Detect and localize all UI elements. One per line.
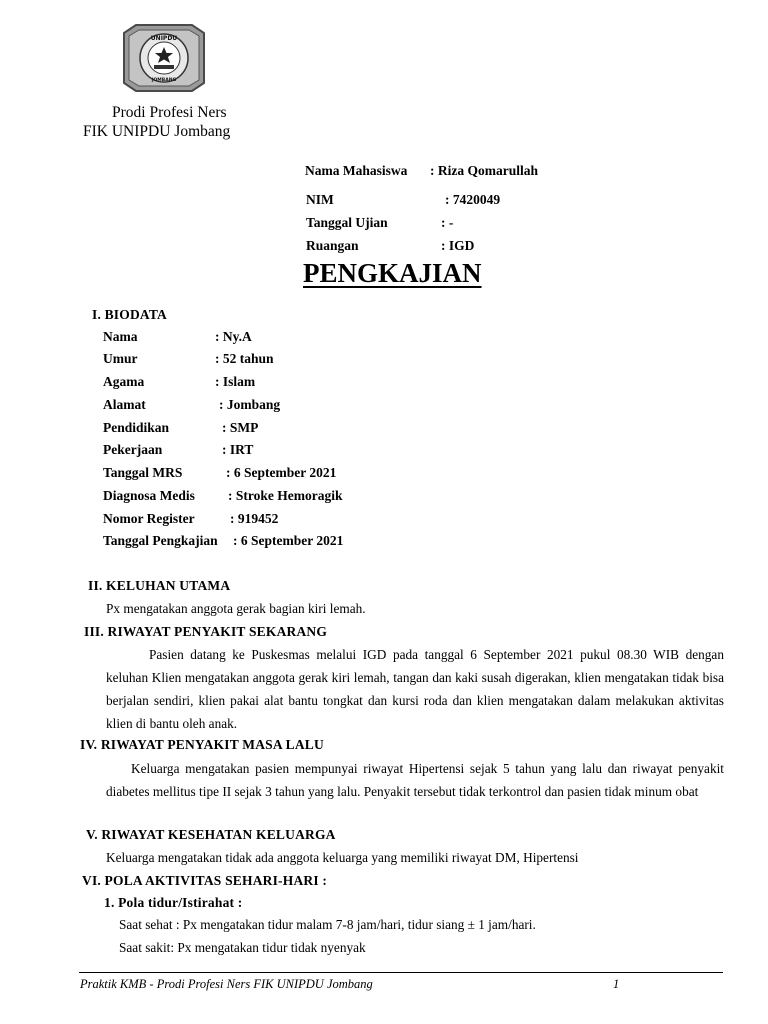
footer-text: Praktik KMB - Prodi Profesi Ners FIK UNIPDU Jombang (80, 977, 373, 991)
section-heading-chief-complaint: II. KELUHAN UTAMA (88, 578, 231, 593)
biodata-value: : Jombang (219, 397, 281, 412)
biodata-label: Pekerjaan (103, 442, 163, 457)
unipdu-logo-icon (118, 21, 210, 95)
section-heading-past-illness: IV. RIWAYAT PENYAKIT MASA LALU (80, 737, 324, 752)
biodata-value: : Ny.A (215, 329, 252, 344)
student-info-label-nim: NIM (306, 192, 334, 207)
section-heading-current-illness: III. RIWAYAT PENYAKIT SEKARANG (84, 624, 328, 639)
biodata-label: Pendidikan (103, 420, 170, 435)
biodata-value: : Islam (215, 374, 256, 389)
biodata-value: : 6 September 2021 (233, 533, 344, 548)
logo-text-top: UNIPDU (150, 35, 178, 42)
biodata-value: : Stroke Hemoragik (228, 488, 343, 503)
institution-line-1: Prodi Profesi Ners (112, 104, 227, 121)
subheading-sleep-pattern: 1. Pola tidur/Istirahat : (104, 895, 243, 910)
sleep-sick-text: Saat sakit: Px mengatakan tidur tidak nyenyak (119, 940, 366, 955)
biodata-label: Tanggal MRS (103, 465, 183, 480)
student-info-value-name: : Riza Qomarullah (430, 163, 538, 178)
biodata-value: : IRT (222, 442, 254, 457)
biodata-label: Tanggal Pengkajian (103, 533, 218, 548)
biodata-value: : 919452 (230, 511, 279, 526)
past-illness-paragraph (106, 757, 724, 803)
biodata-value: : 6 September 2021 (226, 465, 337, 480)
student-info-label-room: Ruangan (306, 238, 359, 253)
footer-page-number: 1 (613, 977, 620, 991)
student-info-value-room: : IGD (441, 238, 475, 253)
current-illness-paragraph (106, 643, 724, 735)
document-title: PENGKAJIAN (303, 258, 482, 288)
student-info-value-exam-date: : - (441, 215, 454, 230)
biodata-label: Nomor Register (103, 511, 195, 526)
section-heading-daily-activity: VI. POLA AKTIVITAS SEHARI-HARI : (82, 873, 328, 888)
biodata-label: Umur (103, 351, 138, 366)
student-info-label-name: Nama Mahasiswa (305, 163, 408, 178)
footer-divider (79, 972, 723, 973)
biodata-label: Nama (103, 329, 138, 344)
student-info-label-exam-date: Tanggal Ujian (306, 215, 388, 230)
sleep-healthy-text: Saat sehat : Px mengatakan tidur malam 7-8 jam/hari, tidur siang ± 1 jam/hari. (119, 917, 536, 932)
section-heading-biodata: I. BIODATA (92, 307, 168, 322)
student-info-value-nim: : 7420049 (445, 192, 501, 207)
logo-text-bottom: JOMBANG (151, 78, 177, 83)
current-illness-text: Pasien datang ke Puskesmas melalui IGD pada tanggal 6 September 2021 pukul 08.30 WIB dengan keluhan Klien mengatakan anggota gerak kiri lemah, tangan dan kaki susah digerakan, klien mengatakan tidak bisa berjalan sendiri, klien pakai alat bantu tongkat dan kursi roda dan klien mengatakan dalam melakukan aktivitas klien di bantu oleh anak. (106, 647, 724, 731)
section-heading-family-history: V. RIWAYAT KESEHATAN KELUARGA (86, 827, 336, 842)
family-history-text: Keluarga mengatakan tidak ada anggota keluarga yang memiliki riwayat DM, Hipertensi (106, 850, 579, 865)
biodata-label: Diagnosa Medis (103, 488, 195, 503)
biodata-value: : SMP (222, 420, 259, 435)
biodata-label: Agama (103, 374, 145, 389)
past-illness-text: Keluarga mengatakan pasien mempunyai riwayat Hipertensi sejak 5 tahun yang lalu dan riwayat penyakit diabetes mellitus tipe II sejak 3 tahun yang lalu. Penyakit tersebut tidak terkontrol dan pasien tidak minum obat (106, 761, 724, 799)
institution-line-2: FIK UNIPDU Jombang (83, 123, 231, 140)
biodata-value: : 52 tahun (215, 351, 274, 366)
biodata-label: Alamat (103, 397, 146, 412)
chief-complaint-text: Px mengatakan anggota gerak bagian kiri lemah. (106, 601, 366, 616)
